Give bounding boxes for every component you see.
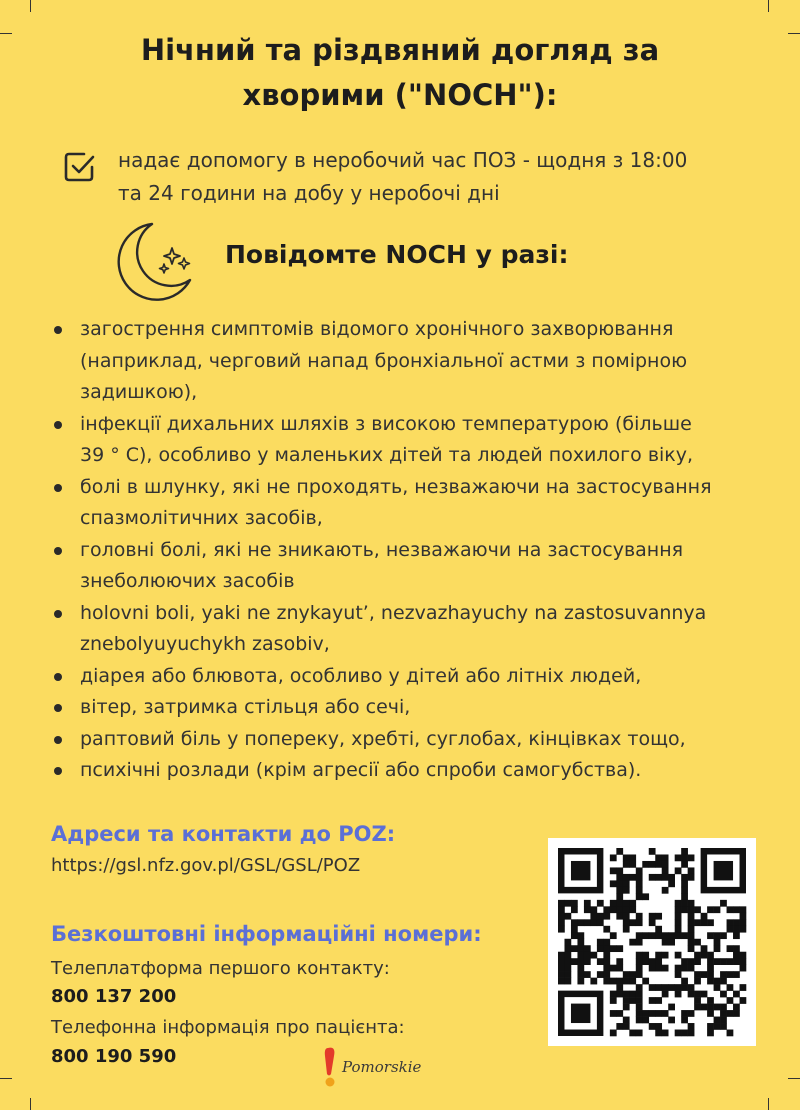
- hotline-label: Телеплатформа першого контакту:: [51, 958, 390, 979]
- list-item-line: 39 ° C), особливо у маленьких дітей та людей похилого віку,: [80, 444, 694, 466]
- moon-stars-icon: [112, 218, 198, 304]
- list-item: [52, 409, 772, 472]
- contacts-url[interactable]: https://gsl.nfz.gov.pl/GSL/GSL/POZ: [51, 855, 361, 876]
- list-item-line: спазмолітичних засобів,: [80, 507, 323, 529]
- qr-code-icon[interactable]: [548, 838, 756, 1046]
- crop-mark: [768, 0, 769, 12]
- list-item-line: інфекції дихальних шляхів з високою температурою (більше: [80, 412, 692, 435]
- crop-mark: [30, 1098, 31, 1110]
- crop-mark: [0, 1078, 12, 1079]
- checkbox-icon: [62, 150, 96, 184]
- list-item-line: znebolyuyuchykh zasobiv,: [80, 633, 330, 655]
- intro-text: [118, 144, 768, 210]
- list-item-line: знеболюючих засобів: [80, 570, 295, 592]
- list-item: [52, 755, 772, 787]
- list-item-line: вітер, затримка стільця або сечі,: [80, 696, 411, 718]
- list-item-line: загострення симптомів відомого хронічного захворювання: [80, 318, 674, 340]
- crop-mark: [768, 1098, 769, 1110]
- list-item: [52, 314, 772, 409]
- list-item: [52, 535, 772, 598]
- hotline-number[interactable]: 800 137 200: [51, 986, 177, 1007]
- list-item: [52, 472, 772, 535]
- title-line: Нічний та різдвяний догляд за: [140, 33, 660, 67]
- hotline-label: Телефонна інформація про пацієнта:: [51, 1017, 405, 1038]
- hotlines-heading: Безкоштовні інформаційні номери:: [51, 922, 482, 946]
- list-item: [52, 724, 772, 756]
- list-item: [52, 661, 772, 693]
- notify-heading: Повідомте NOCH у разі:: [225, 240, 569, 269]
- svg-text:Pomorskie: Pomorskie: [342, 1058, 422, 1076]
- title-line: хворими ("NOCH"):: [242, 78, 558, 112]
- page-title: [0, 28, 800, 118]
- list-item-line: психічні розлади (крім агресії або спроби самогубства).: [80, 759, 642, 781]
- intro-line: надає допомогу в неробочий час ПОЗ - щодня з 18:00: [118, 148, 688, 172]
- list-item: [52, 692, 772, 724]
- symptoms-list: [52, 314, 772, 787]
- list-item-line: болі в шлунку, які не проходять, незважаючи на застосування: [80, 475, 712, 498]
- crop-mark: [30, 0, 31, 12]
- list-item-line: задишкою),: [80, 381, 198, 403]
- list-item: [52, 598, 772, 661]
- pomorskie-logo: [322, 1044, 452, 1092]
- crop-mark: [788, 1078, 800, 1079]
- list-item-line: (наприклад, черговий напад бронхіальної астми з помірною: [80, 349, 688, 372]
- list-item-line: головні болі, які не зникають, незважаючи на застосування: [80, 538, 684, 561]
- list-item-line: holovni boli, yaki ne znykayut’, nezvazhayuchy na zastosuvannya: [80, 601, 707, 624]
- hotline-number[interactable]: 800 190 590: [51, 1046, 177, 1067]
- list-item-line: раптовий біль у попереку, хребті, суглобах, кінцівках тощо,: [80, 727, 686, 750]
- list-item-line: діарея або блювота, особливо у дітей або літніх людей,: [80, 664, 642, 687]
- contacts-heading: Адреси та контакти до POZ:: [51, 822, 396, 846]
- intro-line: та 24 години на добу у неробочі дні: [118, 181, 500, 205]
